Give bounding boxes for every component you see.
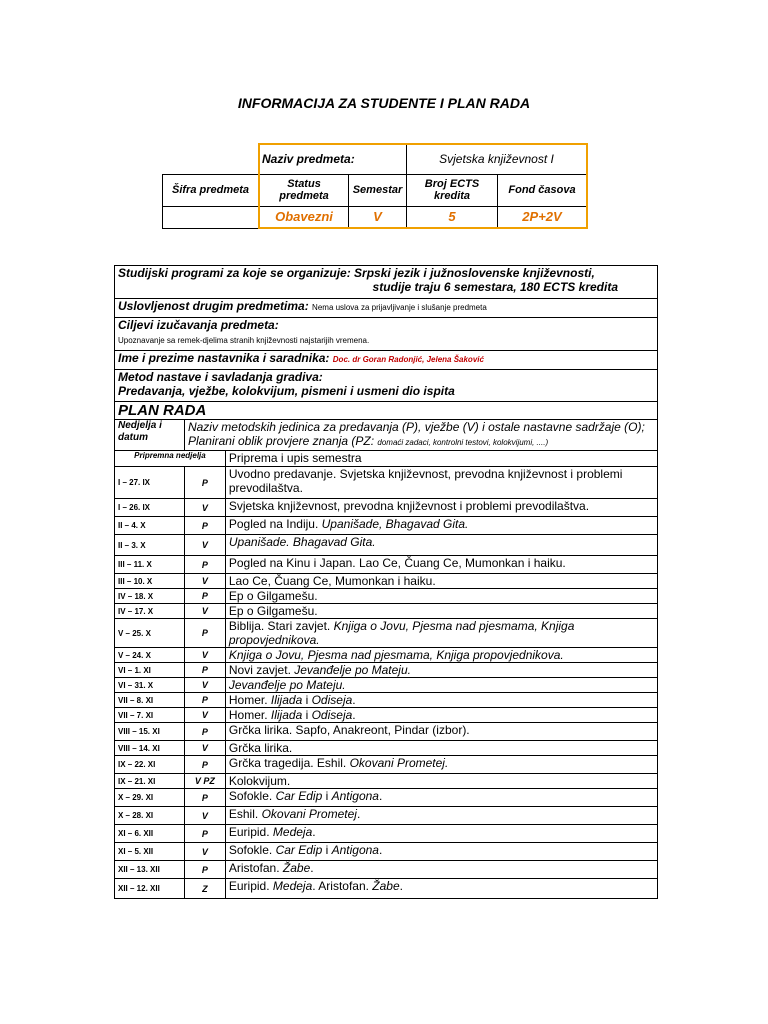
week-cell: XII – 13. XII — [115, 861, 185, 879]
topic-text: Grčka tragedija. Eshil. — [228, 756, 350, 770]
table-row — [115, 574, 658, 589]
value-sifra — [163, 206, 260, 228]
table-row — [115, 619, 658, 648]
week-cell: XI – 5. XII — [115, 843, 185, 861]
description-header: Naziv metodskih jedinica za predavanja (P), vježbe (V) i ostale nastavne sadržaje (O); Planirani oblik provjere znanja (PZ: domaći zadaci, kontrolni testovi, kolokvijumi, ....) — [184, 420, 657, 451]
week-cell: VI – 1. XI — [115, 663, 185, 678]
week-cell: VII – 8. XI — [115, 693, 185, 708]
plan-table — [114, 265, 658, 899]
topic-text: Aristofan. — [228, 861, 283, 875]
value-status: Obavezni — [259, 206, 349, 228]
topic-text: Lao Ce, Čuang Ce, Mumonkan i haiku. — [228, 574, 436, 588]
topic-text: Eshil. — [228, 807, 262, 821]
table-row — [115, 825, 658, 843]
topic-text: . — [378, 789, 383, 803]
week-cell: IX – 22. XI — [115, 756, 185, 774]
table-row — [115, 589, 658, 604]
topic-text: Uvodno predavanje. Svjetska književnost, prevodna književnost i problemi prevodilaštva. — [228, 467, 623, 495]
topic-cell — [225, 619, 657, 648]
topic-text: . — [310, 861, 314, 875]
topic-text: i — [302, 693, 312, 707]
type-cell: P — [184, 756, 225, 774]
week-cell: V – 25. X — [115, 619, 185, 648]
topic-text: Grčka lirika. — [228, 741, 293, 755]
topic-text: i — [322, 843, 332, 857]
topic-text: Svjetska književnost, prevodna književnost i problemi prevodilaštva. — [228, 499, 590, 513]
topic-text: . — [399, 879, 403, 893]
topic-text: . — [352, 693, 356, 707]
table-row — [115, 723, 658, 741]
week-cell: XII – 12. XII — [115, 879, 185, 899]
course-goals: Ciljevi izučavanja predmeta: Upoznavanje sa remek-djelima stranih književnosti najstarijih vremena. — [115, 318, 658, 351]
header-semestar: Semestar — [349, 174, 407, 206]
topic-text: Ep o Gilgamešu. — [228, 589, 318, 603]
topic-text: Ilijada — [270, 708, 303, 722]
type-cell: P — [184, 825, 225, 843]
type-cell: P — [184, 467, 225, 499]
topic-cell — [225, 789, 657, 807]
type-cell: V — [184, 499, 225, 517]
topic-text: Knjiga o Jovu, Pjesma nad pjesmama, Knjiga propovjednikova. — [228, 648, 564, 662]
table-row — [115, 648, 658, 663]
topic-text: . — [378, 843, 383, 857]
topic-text: Antigona — [331, 843, 379, 857]
topic-text: Knjiga o Jovu, Pjesma nad pjesmama, Knjiga propovjednikova. — [228, 619, 575, 647]
topic-cell — [225, 467, 657, 499]
week-cell: XI – 6. XII — [115, 825, 185, 843]
header-status: Status predmeta — [259, 174, 349, 206]
topic-cell — [225, 741, 657, 756]
week-cell: VIII – 15. XI — [115, 723, 185, 741]
week-cell: X – 29. XI — [115, 789, 185, 807]
course-info-table — [162, 143, 588, 229]
topic-cell — [225, 604, 657, 619]
table-row — [115, 756, 658, 774]
topic-cell — [225, 499, 657, 517]
topic-cell — [225, 648, 657, 663]
type-cell: V — [184, 807, 225, 825]
type-cell: V PZ — [184, 774, 225, 789]
table-row — [115, 708, 658, 723]
type-cell: P — [184, 517, 225, 535]
week-cell: I – 27. IX — [115, 467, 185, 499]
week-cell: VIII – 14. XI — [115, 741, 185, 756]
table-row — [115, 861, 658, 879]
table-row — [115, 741, 658, 756]
table-row — [115, 789, 658, 807]
table-row — [115, 843, 658, 861]
prep-week-value: Priprema i upis semestra — [225, 451, 657, 467]
header-ects: Broj ECTS kredita — [407, 174, 498, 206]
topic-cell — [225, 756, 657, 774]
topic-text: i — [322, 789, 332, 803]
table-row — [115, 499, 658, 517]
type-cell: V — [184, 604, 225, 619]
week-cell: I – 26. IX — [115, 499, 185, 517]
topic-text: Žabe — [282, 861, 311, 875]
page-title: INFORMACIJA ZA STUDENTE I PLAN RADA — [237, 95, 531, 111]
value-fond: 2P+2V — [498, 206, 588, 228]
type-cell: V — [184, 708, 225, 723]
topic-text: Upanišade, Bhagavad Gita. — [321, 517, 469, 531]
type-cell: P — [184, 789, 225, 807]
topic-text: Jevanđelje po Mateju. — [228, 678, 346, 692]
topic-text: Upanišade. Bhagavad Gita. — [228, 535, 376, 549]
type-cell: P — [184, 619, 225, 648]
table-row — [115, 467, 658, 499]
naziv-label: Naziv predmeta: — [259, 144, 407, 174]
topic-text: Biblija. Stari zavjet. — [228, 619, 334, 633]
table-row — [115, 663, 658, 678]
topic-text: Grčka lirika. Sapfo, Anakreont, Pindar (izbor). — [228, 723, 470, 737]
topic-cell — [225, 843, 657, 861]
type-cell: V — [184, 678, 225, 693]
value-ects: 5 — [407, 206, 498, 228]
table-row — [115, 535, 658, 556]
week-cell: IV – 18. X — [115, 589, 185, 604]
type-cell: V — [184, 535, 225, 556]
topic-cell — [225, 861, 657, 879]
study-programs: Studijski programi za koje se organizuje: Srpski jezik i južnoslovenske književnosti, studije traju 6 semestara, 180 ECTS kredita — [115, 266, 658, 299]
plan-title: PLAN RADA — [115, 402, 658, 420]
table-row — [115, 604, 658, 619]
topic-cell — [225, 517, 657, 535]
topic-text: Medeja — [272, 879, 313, 893]
topic-text: i — [302, 708, 312, 722]
topic-text: Sofokle. — [228, 789, 276, 803]
topic-text: Euripid. — [228, 879, 273, 893]
teaching-method: Metod nastave i savladanja gradiva: Predavanja, vježbe, kolokvijum, pismeni i usmeni dio ispita — [115, 370, 658, 402]
type-cell: P — [184, 861, 225, 879]
topic-text: Car Edip — [275, 789, 323, 803]
prep-week-label: Pripremna nedjelja — [115, 451, 226, 467]
topic-cell — [225, 574, 657, 589]
table-row — [115, 678, 658, 693]
topic-text: Odiseja — [311, 708, 353, 722]
type-cell: V — [184, 741, 225, 756]
table-row — [115, 807, 658, 825]
topic-text: Novi zavjet. — [228, 663, 295, 677]
topic-text: Žabe — [372, 879, 400, 893]
topic-text: Ilijada — [270, 693, 303, 707]
header-sifra: Šifra predmeta — [163, 174, 260, 206]
header-fond: Fond časova — [498, 174, 588, 206]
topic-text: Antigona — [331, 789, 379, 803]
topic-text: Odiseja — [311, 693, 353, 707]
week-cell: VI – 31. X — [115, 678, 185, 693]
topic-cell — [225, 774, 657, 789]
topic-text: Homer. — [228, 693, 271, 707]
topic-cell — [225, 723, 657, 741]
type-cell: P — [184, 693, 225, 708]
week-header: Nedjelja i datum — [115, 420, 185, 451]
topic-cell — [225, 693, 657, 708]
topic-cell — [225, 663, 657, 678]
topic-cell — [225, 879, 657, 899]
type-cell: P — [184, 556, 225, 574]
topic-text: . Aristofan. — [312, 879, 373, 893]
week-cell: IX – 21. XI — [115, 774, 185, 789]
topic-text: Jevanđelje po Mateju. — [294, 663, 411, 677]
week-cell: X – 28. XI — [115, 807, 185, 825]
naziv-value: Svjetska književnost I — [407, 144, 588, 174]
topic-cell — [225, 556, 657, 574]
topic-text: Car Edip — [275, 843, 323, 857]
topic-cell — [225, 708, 657, 723]
table-row — [115, 556, 658, 574]
week-cell: III – 10. X — [115, 574, 185, 589]
topic-text: Okovani Prometej. — [349, 756, 449, 770]
prerequisites: Uslovljenost drugim predmetima: Nema uslova za prijavljivanje i slušanje predmeta — [115, 299, 658, 318]
week-cell: II – 3. X — [115, 535, 185, 556]
week-cell: II – 4. X — [115, 517, 185, 535]
topic-cell — [225, 589, 657, 604]
type-cell: P — [184, 663, 225, 678]
type-cell: V — [184, 843, 225, 861]
type-cell: V — [184, 574, 225, 589]
type-cell: P — [184, 589, 225, 604]
value-semestar: V — [349, 206, 407, 228]
week-cell: VII – 7. XI — [115, 708, 185, 723]
topic-text: Euripid. — [228, 825, 273, 839]
topic-cell — [225, 678, 657, 693]
topic-text: . — [356, 807, 361, 821]
topic-text: Kolokvijum. — [228, 774, 291, 788]
type-cell: P — [184, 723, 225, 741]
topic-text: Pogled na Indiju. — [228, 517, 322, 531]
topic-cell — [225, 807, 657, 825]
table-row — [115, 517, 658, 535]
topic-text: Okovani Prometej — [261, 807, 357, 821]
topic-cell — [225, 825, 657, 843]
topic-text: Medeja — [272, 825, 313, 839]
topic-text: . — [352, 708, 356, 722]
topic-text: Ep o Gilgamešu. — [228, 604, 318, 618]
type-cell: V — [184, 648, 225, 663]
teachers: Ime i prezime nastavnika i saradnika: Doc. dr Goran Radonjić, Jelena Šaković — [115, 351, 658, 370]
topic-text: Pogled na Kinu i Japan. Lao Ce, Čuang Ce, Mumonkan i haiku. — [228, 556, 566, 570]
type-cell: Z — [184, 879, 225, 899]
topic-text: . — [312, 825, 316, 839]
topic-text: Homer. — [228, 708, 271, 722]
table-row — [115, 693, 658, 708]
week-cell: IV – 17. X — [115, 604, 185, 619]
topic-text: Sofokle. — [228, 843, 276, 857]
table-row — [115, 879, 658, 899]
week-cell: V – 24. X — [115, 648, 185, 663]
table-row — [115, 774, 658, 789]
topic-cell — [225, 535, 657, 556]
week-cell: III – 11. X — [115, 556, 185, 574]
